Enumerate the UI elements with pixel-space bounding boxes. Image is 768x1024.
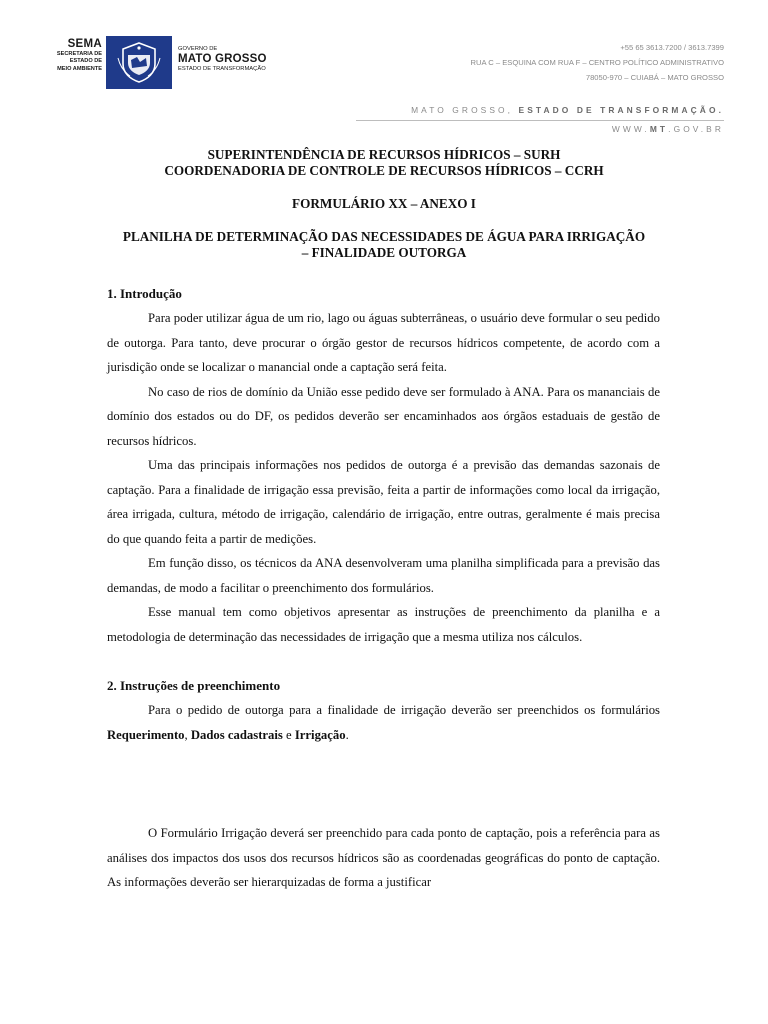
sema-logo-text (40, 38, 102, 73)
sema-title: SEMA (67, 38, 102, 50)
contact-address: RUA C – ESQUINA COM RUA F – CENTRO POLÍTICO ADMINISTRATIVO (470, 58, 724, 67)
contact-city: 78050-970 – CUIABÁ – MATO GROSSO (585, 73, 724, 82)
gov-top: GOVERNO DE (178, 46, 218, 52)
site-c: .GOV.BR (668, 124, 724, 134)
paragraph: Uma das principais informações nos pedidos de outorga é a previsão das demandas sazonais de captação. Para a finalidade de irrigação essa previsão, feita a partir de informações como local da irrigação, área irrigada, cultura, método de irrigação, calendário de irrigação, entre outras, geralmente é mais precisa do que quando feita a partir de medições. (107, 458, 660, 546)
text: Para o pedido de outorga para a finalidade de irrigação deverão ser preenchidos os formulários (148, 703, 660, 717)
website (612, 124, 724, 134)
section-2-heading: 2. Instruções de preenchimento (107, 678, 281, 693)
header-divider (356, 120, 724, 121)
site-b: MT (649, 124, 669, 134)
government-logo-text (178, 46, 267, 73)
bold-dados-cadastrais: Dados cadastrais (190, 727, 283, 742)
sema-line-1: SECRETARIA DE (56, 51, 102, 57)
section-1-body (107, 306, 660, 649)
slogan-b: ESTADO DE TRANSFORMAÇÃO. (518, 105, 724, 115)
sema-line-2: ESTADO DE (69, 58, 102, 65)
text: e (282, 727, 295, 742)
bold-requerimento: Requerimento (107, 727, 185, 742)
section-1-heading: 1. Introdução (107, 286, 182, 301)
title-ccrh: COORDENADORIA DE CONTROLE DE RECURSOS HÍDRICOS – CCRH (164, 163, 604, 178)
state-crest-logo (106, 36, 172, 89)
title-surh: SUPERINTENDÊNCIA DE RECURSOS HÍDRICOS – SURH (207, 147, 561, 162)
title-plan-1: PLANILHA DE DETERMINAÇÃO DAS NECESSIDADES DE ÁGUA PARA IRRIGAÇÃO (122, 229, 646, 244)
section-2-body-2 (107, 821, 660, 895)
text: , (184, 727, 191, 742)
gov-name: MATO GROSSO (178, 53, 267, 65)
paragraph: O Formulário Irrigação deverá ser preenchido para cada ponto de captação, pois a referência para as análises dos impactos dos usos dos recursos hídricos são as coordenadas geográficas do ponto de captação. As informações deverão ser hierarquizadas de forma a justificar (107, 826, 660, 889)
title-form: FORMULÁRIO XX – ANEXO I (292, 196, 476, 211)
bold-irrigacao: Irrigação (294, 727, 346, 742)
contact-phone: +55 65 3613.7200 / 3613.7399 (620, 43, 724, 52)
slogan (411, 105, 724, 115)
section-2-body (107, 698, 660, 747)
paragraph: Esse manual tem como objetivos apresentar as instruções de preenchimento da planilha e a metodologia de determinação das necessidades de irrigação que a mesma utiliza nos cálculos. (107, 605, 660, 644)
paragraph: Em função disso, os técnicos da ANA desenvolveram uma planilha simplificada para a previsão das demandas, de modo a facilitar o preenchimento dos formulários. (107, 556, 660, 595)
sema-line-3: MEIO AMBIENTE (57, 65, 102, 72)
paragraph: No caso de rios de domínio da União esse pedido deve ser formulado à ANA. Para os mananciais de domínio dos estados ou do DF, os pedidos deverão ser encaminhados aos órgãos estaduais de gestão de recursos hídricos. (107, 384, 660, 448)
title-plan-2: – FINALIDADE OUTORGA (301, 245, 467, 260)
gov-sub: ESTADO DE TRANSFORMAÇÃO (178, 66, 266, 72)
site-a: WWW. (611, 124, 650, 134)
contact-info (471, 40, 724, 85)
slogan-a: MATO GROSSO, (411, 105, 514, 115)
crest-icon (106, 36, 172, 89)
text: . (345, 727, 349, 742)
paragraph (107, 698, 660, 747)
paragraph: Para poder utilizar água de um rio, lago ou águas subterrâneas, o usuário deve formular o seu pedido de outorga. Para tanto, deve procurar o órgão gestor de recursos hídricos competente, de acordo com a jurisdição onde se localizar o manancial onde a captação será feita. (107, 311, 660, 374)
